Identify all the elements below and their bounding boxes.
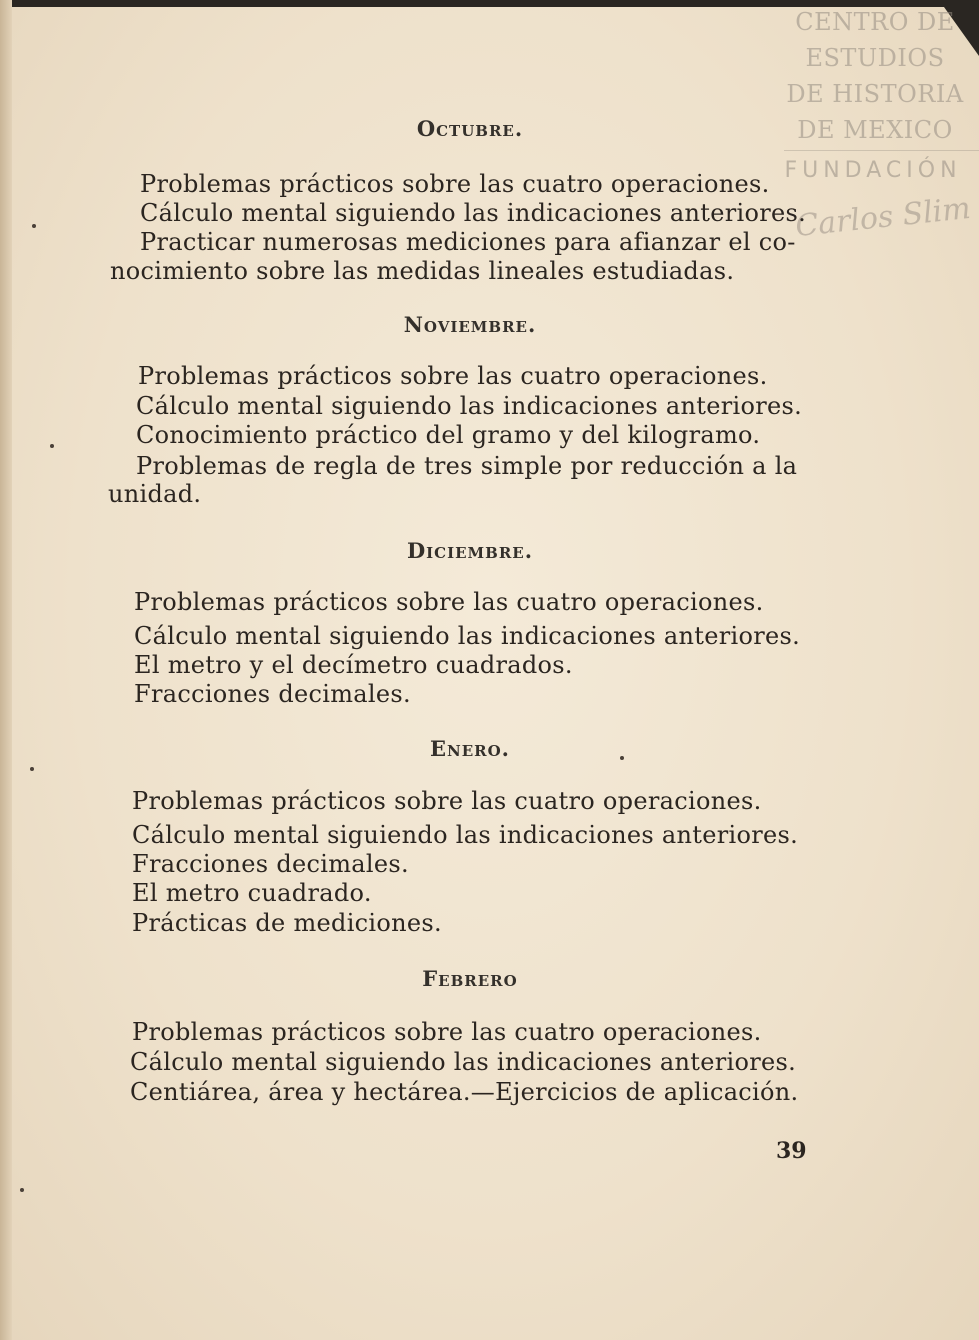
- page-number: 39: [776, 1138, 807, 1164]
- ink-speck: [50, 444, 54, 448]
- noviembre-line-4: Problemas de regla de tres simple por reducción a la: [136, 452, 798, 480]
- watermark-rule: [784, 150, 979, 151]
- watermark-foundation: FUNDACIÓN: [784, 158, 962, 183]
- ink-speck: [30, 767, 34, 771]
- enero-line-2: Cálculo mental siguiendo las indicaciones anteriores.: [132, 821, 799, 849]
- ink-speck: [20, 1188, 24, 1192]
- ink-speck: [620, 756, 624, 760]
- watermark-line-3: DE HISTORIA: [786, 80, 964, 108]
- noviembre-line-3: Conocimiento práctico del gramo y del kilogramo.: [136, 421, 761, 449]
- octubre-line-2: Cálculo mental siguiendo las indicaciones anteriores.: [140, 199, 807, 227]
- watermark-line-4: DE MEXICO: [797, 116, 953, 144]
- diciembre-line-3: El metro y el decímetro cuadrados.: [134, 651, 573, 679]
- febrero-line-1: Problemas prácticos sobre las cuatro operaciones.: [132, 1018, 762, 1046]
- enero-line-5: Prácticas de mediciones.: [132, 909, 442, 937]
- watermark-line-1: CENTRO DE: [795, 8, 955, 36]
- diciembre-line-1: Problemas prácticos sobre las cuatro operaciones.: [134, 588, 764, 616]
- noviembre-line-2: Cálculo mental siguiendo las indicaciones anteriores.: [136, 392, 803, 420]
- heading-enero: Enero.: [430, 736, 510, 761]
- heading-febrero: Febrero: [422, 966, 518, 991]
- diciembre-line-4: Fracciones decimales.: [134, 680, 411, 708]
- enero-line-4: El metro cuadrado.: [132, 879, 372, 907]
- noviembre-line-5: unidad.: [108, 480, 202, 508]
- watermark-signature: Carlos Slim: [793, 190, 973, 245]
- febrero-line-3: Centiárea, área y hectárea.—Ejercicios de aplicación.: [130, 1078, 799, 1106]
- heading-diciembre: Diciembre.: [406, 538, 534, 563]
- octubre-line-4: nocimiento sobre las medidas lineales estudiadas.: [110, 257, 735, 285]
- enero-line-1: Problemas prácticos sobre las cuatro operaciones.: [132, 787, 762, 815]
- enero-line-3: Fracciones decimales.: [132, 850, 409, 878]
- page-left-edge: [0, 0, 12, 1340]
- octubre-line-1: Problemas prácticos sobre las cuatro operaciones.: [140, 170, 770, 198]
- diciembre-line-2: Cálculo mental siguiendo las indicaciones anteriores.: [134, 622, 801, 650]
- heading-octubre: Octubre.: [416, 116, 524, 141]
- febrero-line-2: Cálculo mental siguiendo las indicaciones anteriores.: [130, 1048, 797, 1076]
- octubre-line-3: Practicar numerosas mediciones para afianzar el co-: [140, 228, 796, 256]
- ink-speck: [32, 224, 36, 228]
- noviembre-line-1: Problemas prácticos sobre las cuatro operaciones.: [138, 362, 768, 390]
- watermark-line-2: ESTUDIOS: [805, 44, 945, 72]
- heading-noviembre: Noviembre.: [403, 312, 537, 337]
